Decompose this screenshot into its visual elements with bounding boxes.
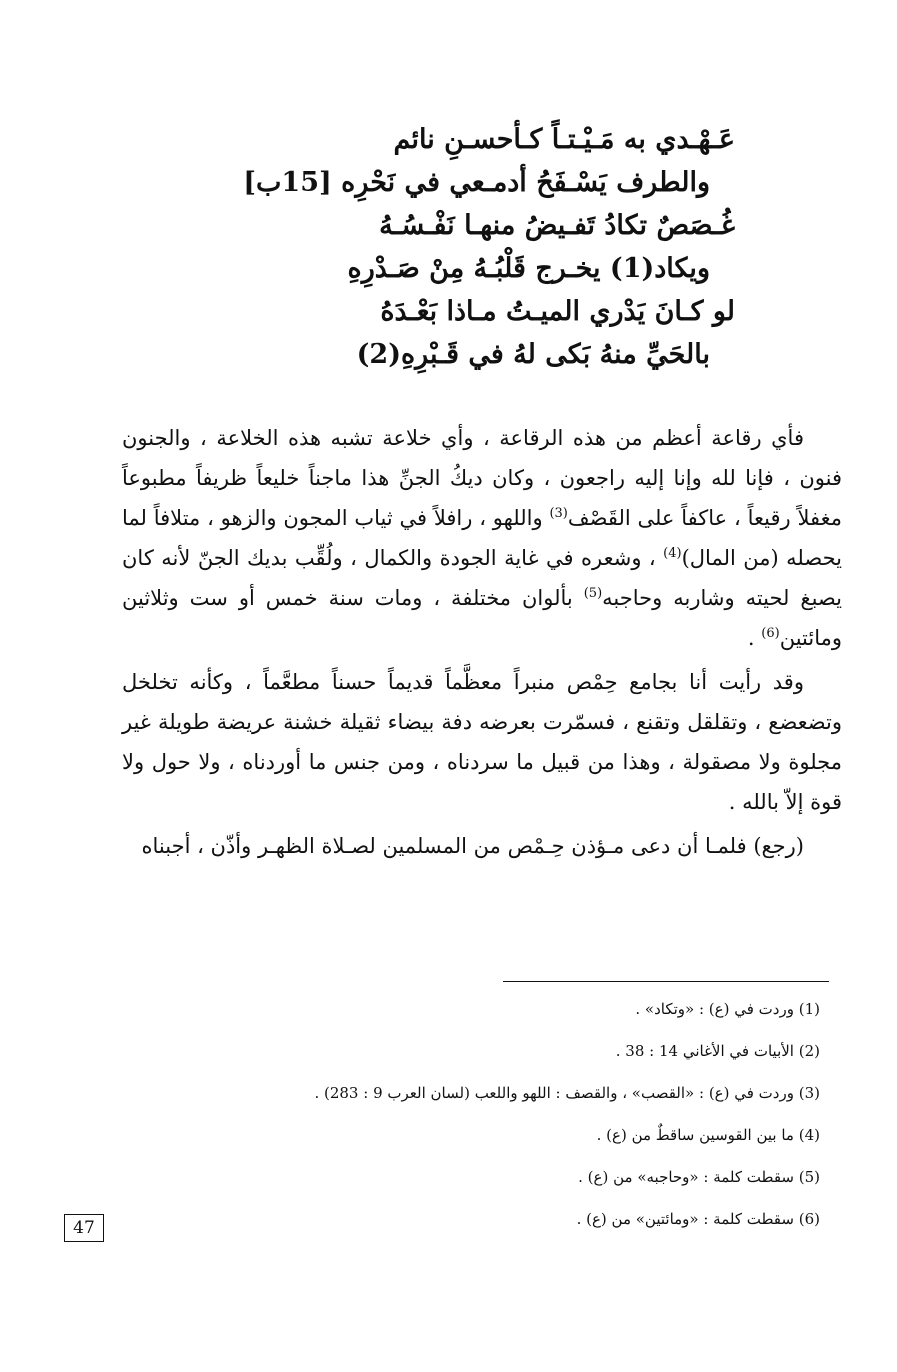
footnote-divider	[503, 981, 829, 982]
footnotes-block	[230, 994, 820, 1246]
footnote: (3) وردت في (ع) : «القصب» ، والقصف : اللهو واللعب (لسان العرب 9 : 283) .	[314, 1084, 820, 1102]
footnote-marker: (3)	[549, 506, 568, 521]
poem-line: لو كـانَ يَدْري الميـتُ مـاذا بَعْـدَهُ	[380, 296, 735, 327]
poem-line: غُـصَصٌ تكادُ تَفـيضُ منهـا نَفْـسُـهُ	[379, 210, 735, 241]
paragraph-text: واللهو ، رافلاً في ثياب المجون والزهو ، متلافاً لما يحصله (من المال)	[122, 506, 842, 570]
poem-line: والطرف يَسْـفَحُ أدمـعي في نَحْرِه [15ب]	[243, 167, 710, 198]
paragraph-text: فأي رقاعة أعظم من هذه الرقاعة ، وأي خلاعة تشبه هذه الخلاعة ، والجنون فنون ، فإنا لله وإنا إليه راجعون ، وكان ديكُ الجنِّ هذا ماجناً خليعاً ظريفاً مطبوعاً مغفلاً رقيعاً ، عاكفاً على القَصْف	[122, 426, 842, 530]
footnote-marker: (5)	[583, 586, 603, 601]
poem-line: بالحَيِّ منهُ بَكى لهُ في قَـبْرِهِ(2)	[356, 339, 710, 370]
paragraph: وقد رأيت أنا بجامع حِمْص منبراً معظَّماً قديماً حسناً مطعَّماً ، وكأنه تخلخل وتضعضع ، وتقلقل وتقنع ، فسمّرت بعرضه دفة بيضاء ثقيلة خشنة عريضة طويلة غير مجلوة ولا مصقولة ، وهذا من قبيل ما سردناه ، ومن جنس ما أوردناه ، ولا حول ولا قوة إلاّ بالله .	[122, 670, 842, 814]
prose-block	[122, 418, 842, 870]
poem-line: ويكاد(1) يخـرج قَلْبُـهُ مِنْ صَـدْرِهِ	[347, 253, 710, 284]
page-number: 47	[64, 1214, 104, 1242]
paragraph	[122, 418, 842, 658]
paragraph: (رجع) فلمـا أن دعى مـؤذن حِـمْص من المسلمين لصـلاة الظهـر وأذّن ، أجبناه	[141, 834, 804, 858]
footnote: (4) ما بين القوسين ساقطٌ من (ع) .	[596, 1126, 820, 1144]
footnote-marker: (6)	[761, 626, 780, 641]
paragraph-text: بألوان مختلفة ، ومات سنة خمس أو ست وثلاثين ومائتين	[122, 586, 842, 650]
footnote: (1) وردت في (ع) : «وتكاد» .	[635, 1000, 820, 1018]
poem-line: عَـهْـدي به مَـيْـتـاً كـأحسـنِ نائم	[393, 124, 735, 155]
footnote-marker: (4)	[663, 546, 682, 561]
poem-block	[215, 118, 735, 376]
footnote: (2) الأبيات في الأغاني 14 : 38 .	[615, 1042, 820, 1060]
paragraph-text: .	[747, 626, 762, 650]
footnote: (6) سقطت كلمة : «ومائتين» من (ع) .	[576, 1210, 820, 1228]
footnote: (5) سقطت كلمة : «وحاجبه» من (ع) .	[578, 1168, 820, 1186]
paragraph-text: ، وشعره في غاية الجودة والكمال ، ولُقِّب بديك الجنّ لأنه كان يصبغ لحيته وشاربه وحاجبه	[122, 546, 842, 610]
